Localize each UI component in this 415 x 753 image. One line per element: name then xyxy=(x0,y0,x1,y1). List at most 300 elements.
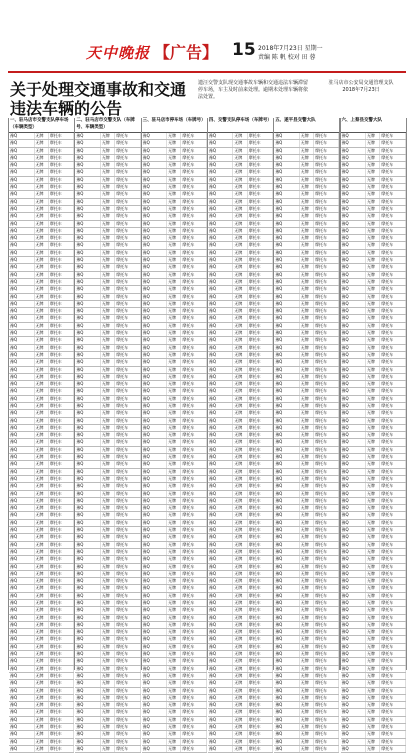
table-cell: 摩托车 xyxy=(181,235,207,241)
table-cell: 摩托车 xyxy=(314,279,340,285)
table-cell: 摩托车 xyxy=(248,381,274,387)
table-cell: 无牌 xyxy=(300,571,314,577)
table-cell: 摩托车 xyxy=(181,680,207,686)
table-cell: 摩托车 xyxy=(380,221,406,227)
table-cell: 豫Q xyxy=(341,600,367,606)
table-cell: 豫Q xyxy=(208,746,234,752)
table-cell: 无牌 xyxy=(300,680,314,686)
table-cell: 豫Q xyxy=(208,374,234,380)
table-cell: 摩托车 xyxy=(181,615,207,621)
table-cell: 豫Q xyxy=(341,359,367,365)
table-cell: 豫Q xyxy=(274,439,300,445)
column-header: 一、驻马店市交警支队停车场（车辆类型） xyxy=(9,118,74,133)
table-cell: 豫Q xyxy=(75,746,101,752)
table-cell: 摩托车 xyxy=(248,250,274,256)
table-cell: 无牌 xyxy=(167,403,181,409)
table-cell: 摩托车 xyxy=(314,403,340,409)
table-cell: 豫Q xyxy=(341,731,367,737)
table-cell: 摩托车 xyxy=(380,593,406,599)
table-row xyxy=(142,359,207,366)
table-cell: 豫Q xyxy=(142,228,168,234)
table-cell: 豫Q xyxy=(208,140,234,146)
table-cell: 豫Q xyxy=(142,447,168,453)
table-cell: 摩托车 xyxy=(181,644,207,650)
table-cell: 无牌 xyxy=(35,447,49,453)
table-cell: 摩托车 xyxy=(181,549,207,555)
table-row xyxy=(142,388,207,395)
table-cell: 无牌 xyxy=(101,359,115,365)
table-row xyxy=(274,461,339,468)
table-cell: 无牌 xyxy=(101,695,115,701)
table-cell: 无牌 xyxy=(167,534,181,540)
table-cell: 豫Q xyxy=(142,724,168,730)
table-cell: 豫Q xyxy=(341,527,367,533)
table-cell: 无牌 xyxy=(101,257,115,263)
table-cell: 摩托车 xyxy=(49,403,75,409)
table-cell: 无牌 xyxy=(366,388,380,394)
table-cell: 豫Q xyxy=(142,323,168,329)
table-row xyxy=(75,439,140,446)
table-cell: 豫Q xyxy=(9,140,35,146)
table-row xyxy=(9,534,74,541)
table-cell: 豫Q xyxy=(208,381,234,387)
table-cell: 无牌 xyxy=(300,498,314,504)
table-cell: 豫Q xyxy=(208,680,234,686)
table-cell: 无牌 xyxy=(366,673,380,679)
table-cell: 无牌 xyxy=(233,213,247,219)
table-cell: 摩托车 xyxy=(314,658,340,664)
table-cell: 无牌 xyxy=(300,607,314,613)
table-cell: 摩托车 xyxy=(380,374,406,380)
table-cell: 豫Q xyxy=(208,272,234,278)
table-row xyxy=(341,221,406,228)
table-cell: 无牌 xyxy=(300,337,314,343)
table-cell: 豫Q xyxy=(274,731,300,737)
table-cell: 摩托车 xyxy=(49,651,75,657)
table-cell: 无牌 xyxy=(366,213,380,219)
table-cell: 摩托车 xyxy=(314,447,340,453)
table-cell: 摩托车 xyxy=(380,709,406,715)
table-cell: 摩托车 xyxy=(314,381,340,387)
table-cell: 无牌 xyxy=(101,228,115,234)
table-row xyxy=(75,418,140,425)
table-cell: 摩托车 xyxy=(49,622,75,628)
table-row xyxy=(142,221,207,228)
table-row xyxy=(75,636,140,643)
table-cell: 豫Q xyxy=(274,396,300,402)
table-cell: 豫Q xyxy=(274,680,300,686)
table-cell: 豫Q xyxy=(75,155,101,161)
table-cell: 摩托车 xyxy=(181,724,207,730)
table-cell: 摩托车 xyxy=(49,600,75,606)
table-cell: 豫Q xyxy=(9,250,35,256)
table-cell: 摩托车 xyxy=(380,242,406,248)
table-cell: 无牌 xyxy=(35,666,49,672)
table-cell: 豫Q xyxy=(142,702,168,708)
table-cell: 豫Q xyxy=(75,286,101,292)
table-cell: 无牌 xyxy=(233,695,247,701)
table-cell: 摩托车 xyxy=(115,308,141,314)
table-cell: 豫Q xyxy=(142,162,168,168)
table-cell: 摩托车 xyxy=(181,323,207,329)
table-cell: 无牌 xyxy=(167,644,181,650)
table-row xyxy=(274,556,339,563)
table-cell: 豫Q xyxy=(9,272,35,278)
table-cell: 无牌 xyxy=(233,162,247,168)
table-cell: 无牌 xyxy=(366,257,380,263)
table-cell: 摩托车 xyxy=(181,527,207,533)
table-cell: 无牌 xyxy=(35,651,49,657)
table-cell: 摩托车 xyxy=(181,709,207,715)
table-cell: 摩托车 xyxy=(115,272,141,278)
table-cell: 豫Q xyxy=(208,534,234,540)
table-cell: 摩托车 xyxy=(181,461,207,467)
table-row xyxy=(208,199,273,206)
table-cell: 豫Q xyxy=(75,352,101,358)
table-row xyxy=(9,439,74,446)
table-cell: 摩托车 xyxy=(314,155,340,161)
table-row xyxy=(274,410,339,417)
table-cell: 无牌 xyxy=(101,315,115,321)
table-cell: 摩托车 xyxy=(248,162,274,168)
table-cell: 豫Q xyxy=(75,593,101,599)
table-cell: 豫Q xyxy=(75,505,101,511)
table-cell: 无牌 xyxy=(101,155,115,161)
table-cell: 摩托车 xyxy=(49,264,75,270)
table-cell: 豫Q xyxy=(341,593,367,599)
table-cell: 豫Q xyxy=(341,367,367,373)
table-cell: 豫Q xyxy=(341,294,367,300)
table-cell: 豫Q xyxy=(341,658,367,664)
table-cell: 豫Q xyxy=(274,294,300,300)
table-row xyxy=(208,709,273,716)
table-cell: 无牌 xyxy=(366,658,380,664)
vehicle-list-columns xyxy=(8,118,406,751)
table-cell: 无牌 xyxy=(300,206,314,212)
table-cell: 豫Q xyxy=(274,221,300,227)
table-row xyxy=(341,315,406,322)
table-cell: 无牌 xyxy=(35,709,49,715)
table-cell: 豫Q xyxy=(142,476,168,482)
table-cell: 摩托车 xyxy=(181,629,207,635)
table-cell: 摩托车 xyxy=(181,658,207,664)
table-cell: 豫Q xyxy=(274,746,300,752)
table-cell: 无牌 xyxy=(233,432,247,438)
table-cell: 摩托车 xyxy=(115,491,141,497)
table-cell: 无牌 xyxy=(35,556,49,562)
table-row xyxy=(274,746,339,753)
table-cell: 无牌 xyxy=(101,469,115,475)
table-cell: 豫Q xyxy=(208,155,234,161)
table-cell: 摩托车 xyxy=(380,636,406,642)
table-cell: 无牌 xyxy=(35,206,49,212)
table-cell: 无牌 xyxy=(366,527,380,533)
table-cell: 无牌 xyxy=(366,520,380,526)
table-cell: 摩托车 xyxy=(248,301,274,307)
table-row xyxy=(208,286,273,293)
table-cell: 摩托车 xyxy=(115,403,141,409)
table-cell: 无牌 xyxy=(167,396,181,402)
table-cell: 摩托车 xyxy=(314,709,340,715)
table-cell: 豫Q xyxy=(142,301,168,307)
table-cell: 豫Q xyxy=(75,527,101,533)
table-cell: 摩托车 xyxy=(248,578,274,584)
table-cell: 豫Q xyxy=(142,651,168,657)
table-cell: 摩托车 xyxy=(380,279,406,285)
table-cell: 无牌 xyxy=(35,636,49,642)
table-cell: 无牌 xyxy=(167,155,181,161)
table-cell: 摩托车 xyxy=(248,418,274,424)
table-cell: 摩托车 xyxy=(380,359,406,365)
table-row xyxy=(9,542,74,549)
table-cell: 豫Q xyxy=(274,702,300,708)
table-cell: 无牌 xyxy=(167,739,181,745)
table-cell: 豫Q xyxy=(75,724,101,730)
table-cell: 无牌 xyxy=(35,454,49,460)
table-cell: 豫Q xyxy=(274,323,300,329)
table-cell: 豫Q xyxy=(142,279,168,285)
table-cell: 无牌 xyxy=(366,148,380,154)
table-row xyxy=(9,396,74,403)
table-cell: 无牌 xyxy=(233,512,247,518)
table-cell: 无牌 xyxy=(300,250,314,256)
table-cell: 摩托车 xyxy=(380,746,406,752)
table-cell: 摩托车 xyxy=(49,636,75,642)
table-cell: 摩托车 xyxy=(49,527,75,533)
table-cell: 豫Q xyxy=(75,228,101,234)
table-row xyxy=(274,469,339,476)
table-cell: 豫Q xyxy=(274,330,300,336)
table-cell: 无牌 xyxy=(101,279,115,285)
table-cell: 豫Q xyxy=(274,272,300,278)
table-cell: 豫Q xyxy=(341,315,367,321)
table-cell: 摩托车 xyxy=(181,447,207,453)
table-cell: 摩托车 xyxy=(49,461,75,467)
page-headline: 关于处理交通事故和交通违法车辆的公告 xyxy=(10,80,187,118)
table-cell: 摩托车 xyxy=(380,483,406,489)
table-cell: 豫Q xyxy=(208,410,234,416)
table-row xyxy=(9,731,74,738)
table-cell: 摩托车 xyxy=(115,709,141,715)
table-cell: 无牌 xyxy=(35,512,49,518)
table-cell: 豫Q xyxy=(9,235,35,241)
table-cell: 无牌 xyxy=(300,651,314,657)
table-cell: 摩托车 xyxy=(380,367,406,373)
table-cell: 豫Q xyxy=(75,301,101,307)
table-cell: 摩托车 xyxy=(115,228,141,234)
table-cell: 无牌 xyxy=(167,447,181,453)
table-cell: 豫Q xyxy=(9,148,35,154)
table-cell: 无牌 xyxy=(300,600,314,606)
table-cell: 摩托车 xyxy=(115,578,141,584)
table-cell: 摩托车 xyxy=(380,250,406,256)
table-cell: 摩托车 xyxy=(115,213,141,219)
table-row xyxy=(341,396,406,403)
table-cell: 摩托车 xyxy=(314,388,340,394)
table-row xyxy=(341,717,406,724)
table-cell: 豫Q xyxy=(142,148,168,154)
table-cell: 摩托车 xyxy=(115,461,141,467)
table-cell: 摩托车 xyxy=(314,534,340,540)
table-row xyxy=(75,593,140,600)
table-cell: 无牌 xyxy=(101,403,115,409)
table-cell: 豫Q xyxy=(142,199,168,205)
table-row xyxy=(208,658,273,665)
table-row xyxy=(9,315,74,322)
table-cell: 豫Q xyxy=(341,585,367,591)
table-cell: 摩托车 xyxy=(115,206,141,212)
table-cell: 摩托车 xyxy=(115,191,141,197)
table-row xyxy=(142,644,207,651)
table-cell: 无牌 xyxy=(366,323,380,329)
table-cell: 摩托车 xyxy=(380,491,406,497)
table-row xyxy=(9,345,74,352)
table-cell: 豫Q xyxy=(142,432,168,438)
table-cell: 摩托车 xyxy=(248,199,274,205)
table-cell: 豫Q xyxy=(341,578,367,584)
table-row xyxy=(208,731,273,738)
table-cell: 豫Q xyxy=(75,235,101,241)
table-cell: 无牌 xyxy=(101,593,115,599)
table-cell: 豫Q xyxy=(142,593,168,599)
table-cell: 摩托车 xyxy=(248,607,274,613)
table-cell: 摩托车 xyxy=(115,155,141,161)
table-cell: 无牌 xyxy=(167,651,181,657)
table-cell: 无牌 xyxy=(300,629,314,635)
table-cell: 豫Q xyxy=(341,447,367,453)
table-cell: 豫Q xyxy=(274,301,300,307)
table-cell: 无牌 xyxy=(233,622,247,628)
table-cell: 豫Q xyxy=(142,564,168,570)
table-cell: 摩托车 xyxy=(380,403,406,409)
table-cell: 摩托车 xyxy=(380,702,406,708)
table-cell: 豫Q xyxy=(274,235,300,241)
table-cell: 无牌 xyxy=(366,585,380,591)
table-cell: 无牌 xyxy=(233,169,247,175)
table-cell: 摩托车 xyxy=(380,447,406,453)
table-cell: 无牌 xyxy=(233,717,247,723)
table-cell: 无牌 xyxy=(366,184,380,190)
table-cell: 摩托车 xyxy=(248,235,274,241)
table-cell: 豫Q xyxy=(142,622,168,628)
table-cell: 无牌 xyxy=(101,571,115,577)
table-row xyxy=(208,272,273,279)
table-cell: 无牌 xyxy=(35,695,49,701)
table-cell: 豫Q xyxy=(341,629,367,635)
table-cell: 摩托车 xyxy=(115,418,141,424)
table-cell: 无牌 xyxy=(35,418,49,424)
table-cell: 摩托车 xyxy=(49,359,75,365)
table-cell: 豫Q xyxy=(341,615,367,621)
table-cell: 无牌 xyxy=(167,724,181,730)
table-cell: 无牌 xyxy=(366,629,380,635)
table-cell: 无牌 xyxy=(300,520,314,526)
table-cell: 豫Q xyxy=(208,600,234,606)
table-cell: 摩托车 xyxy=(248,315,274,321)
table-cell: 摩托车 xyxy=(314,651,340,657)
table-cell: 无牌 xyxy=(35,148,49,154)
table-cell: 豫Q xyxy=(208,593,234,599)
table-cell: 无牌 xyxy=(366,746,380,752)
table-row xyxy=(9,644,74,651)
table-cell: 摩托车 xyxy=(181,688,207,694)
table-cell: 无牌 xyxy=(366,418,380,424)
table-cell: 无牌 xyxy=(167,418,181,424)
table-cell: 摩托车 xyxy=(248,680,274,686)
table-cell: 豫Q xyxy=(274,374,300,380)
table-cell: 无牌 xyxy=(366,242,380,248)
table-cell: 豫Q xyxy=(142,483,168,489)
table-cell: 摩托车 xyxy=(181,746,207,752)
table-row xyxy=(142,191,207,198)
table-row xyxy=(142,250,207,257)
table-cell: 无牌 xyxy=(35,213,49,219)
table-cell: 摩托车 xyxy=(248,644,274,650)
table-cell: 摩托车 xyxy=(115,148,141,154)
section-tag: 【广告】 xyxy=(154,43,219,62)
table-cell: 豫Q xyxy=(9,542,35,548)
table-row xyxy=(9,191,74,198)
table-cell: 摩托车 xyxy=(181,702,207,708)
table-cell: 摩托车 xyxy=(49,571,75,577)
table-cell: 摩托车 xyxy=(49,542,75,548)
table-cell: 无牌 xyxy=(233,454,247,460)
table-row xyxy=(75,512,140,519)
table-cell: 豫Q xyxy=(274,724,300,730)
table-cell: 摩托车 xyxy=(248,279,274,285)
table-cell: 摩托车 xyxy=(115,447,141,453)
table-cell: 摩托车 xyxy=(49,731,75,737)
table-cell: 摩托车 xyxy=(314,666,340,672)
table-row xyxy=(208,323,273,330)
table-row xyxy=(9,242,74,249)
table-cell: 摩托车 xyxy=(115,666,141,672)
table-cell: 豫Q xyxy=(208,228,234,234)
table-cell: 豫Q xyxy=(9,206,35,212)
table-row xyxy=(341,680,406,687)
table-cell: 豫Q xyxy=(75,367,101,373)
table-cell: 豫Q xyxy=(274,250,300,256)
table-row xyxy=(341,250,406,257)
table-cell: 摩托车 xyxy=(49,432,75,438)
table-cell: 豫Q xyxy=(9,636,35,642)
table-cell: 摩托车 xyxy=(248,374,274,380)
table-cell: 豫Q xyxy=(75,294,101,300)
table-cell: 摩托车 xyxy=(314,184,340,190)
table-cell: 摩托车 xyxy=(115,673,141,679)
table-cell: 豫Q xyxy=(274,345,300,351)
table-cell: 摩托车 xyxy=(181,469,207,475)
table-cell: 豫Q xyxy=(9,629,35,635)
table-cell: 无牌 xyxy=(167,483,181,489)
table-cell: 无牌 xyxy=(300,367,314,373)
table-cell: 摩托车 xyxy=(380,622,406,628)
table-cell: 无牌 xyxy=(35,739,49,745)
table-row xyxy=(341,337,406,344)
table-cell: 无牌 xyxy=(233,148,247,154)
table-cell: 无牌 xyxy=(366,622,380,628)
table-cell: 豫Q xyxy=(341,140,367,146)
table-cell: 无牌 xyxy=(35,381,49,387)
table-row xyxy=(208,367,273,374)
table-cell: 无牌 xyxy=(233,279,247,285)
table-cell: 摩托车 xyxy=(49,695,75,701)
table-row xyxy=(341,148,406,155)
table-cell: 无牌 xyxy=(167,191,181,197)
table-row xyxy=(208,520,273,527)
table-cell: 无牌 xyxy=(366,571,380,577)
table-cell: 无牌 xyxy=(101,534,115,540)
